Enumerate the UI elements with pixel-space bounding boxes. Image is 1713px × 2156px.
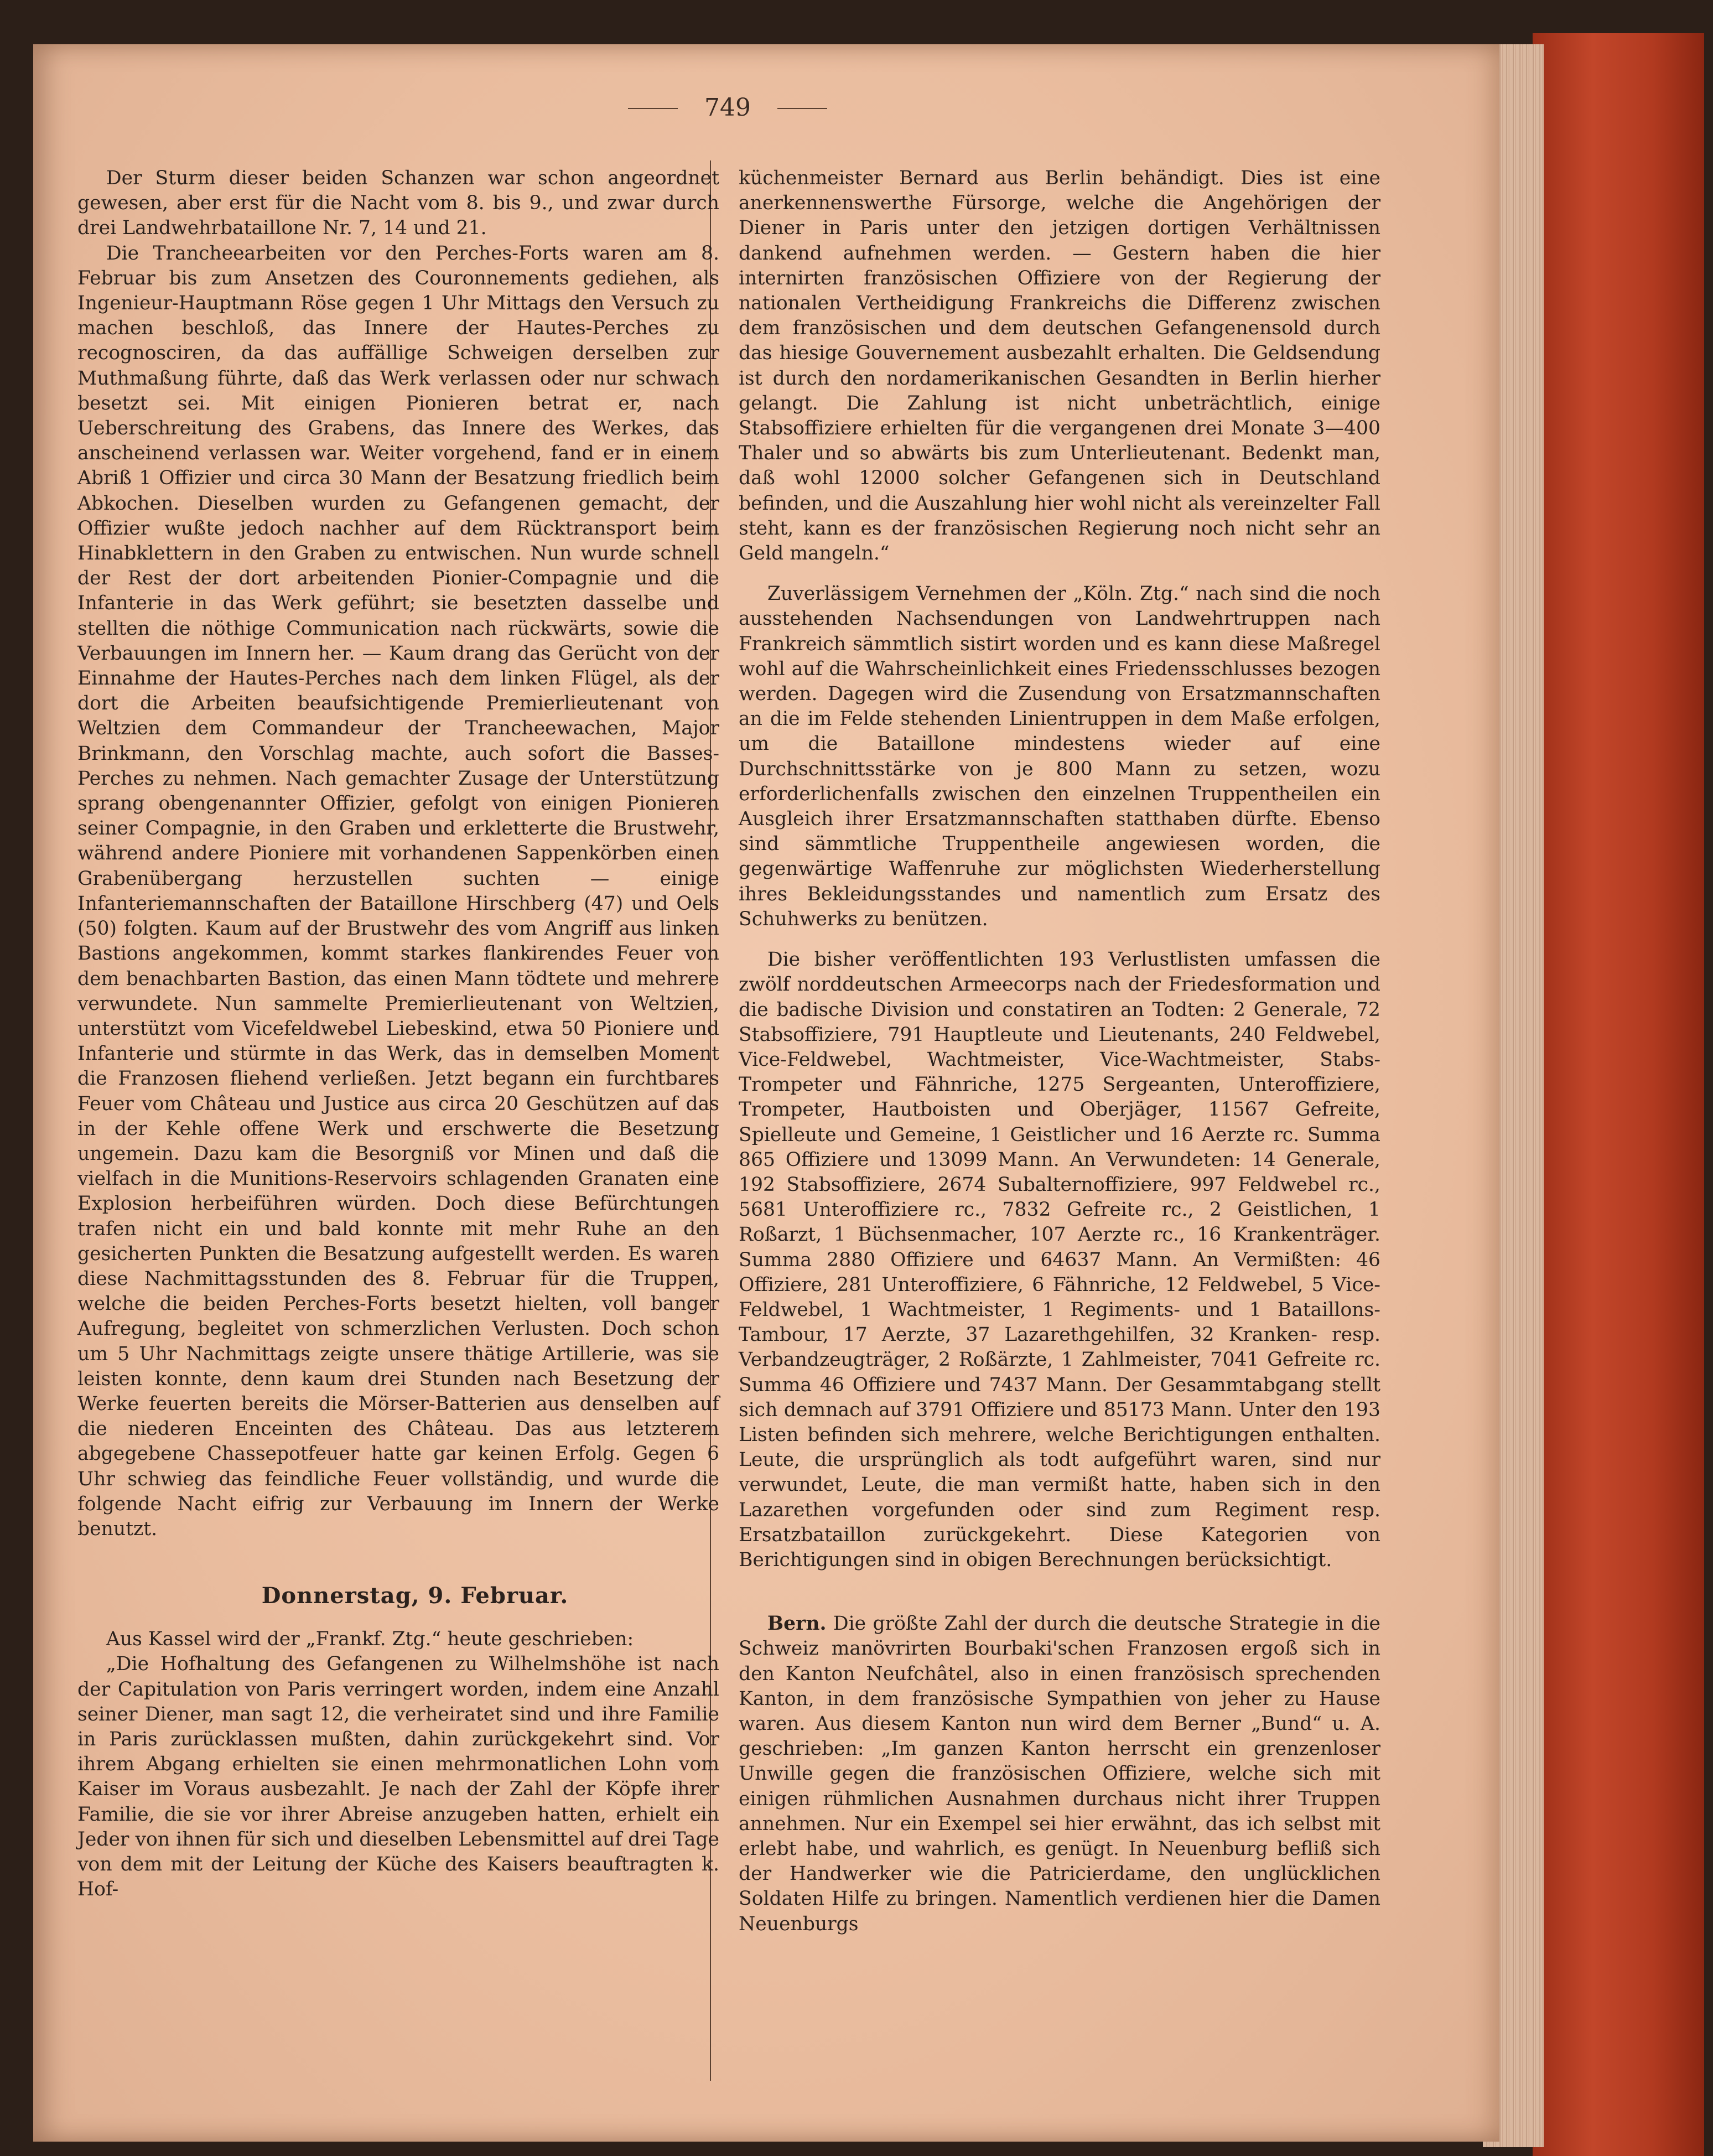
paragraph: küchenmeister Bernard aus Berlin behändigt. Dies ist eine anerkennenswerthe Fürsorge, welche die Angehörigen der Diener in Paris unter den jetzigen dortigen Verhältnissen dankend aufnehmen werden. — Gestern haben die hier internirten französischen Offiziere von der Regierung der nationalen Vertheidigung Frankreichs die Differenz zwischen dem französischen und dem deutschen Gefangenensold durch das hiesige Gouvernement ausbezahlt erhalten. Die Geldsendung ist durch den nordamerikanischen Gesandten in Berlin hierher gelangt. Die Zahlung ist nicht unbeträchtlich, einige Stabsoffiziere erhielten für die vergangenen drei Monate 3—400 Thaler und so abwärts bis zum Unterlieutenant. Bedenkt man, daß wohl 12000 solcher Gefangenen sich in Deutschland befinden, und die Auszahlung hier wohl nicht als vereinzelter Fall steht, kann es der französischen Regierung noch nicht sehr an Geld mangeln.“ — [739, 167, 1380, 565]
book-cover-edge — [1533, 33, 1704, 2156]
paragraph: Aus Kassel wird der „Frankf. Ztg.“ heute geschrieben: — [106, 1628, 634, 1651]
paragraph: Die bisher veröffentlichten 193 Verlustlisten umfassen die zwölf norddeutschen Armeecorps nach der Friedesformation und die badische Division und constatiren an Todten: 2 Generale, 72 Stabsoffiziere, 791 Hauptleute und Lieutenants, 240 Feldwebel, Vice-Feldwebel, Wachtmeister, Vice-Wachtmeister, Stabs-Trompeter und Fähnriche, 1275 Sergeanten, Unteroffiziere, Trompeter, Hautboisten und Oberjäger, 11567 Gefreite, Spielleute und Gemeine, 1 Geistlicher und 16 Aerzte rc. Summa 865 Offiziere und 13099 Mann. An Verwundeten: 14 Generale, 192 Stabsoffiziere, 2674 Subalternoffiziere, 997 Feldwebel rc., 5681 Unteroffiziere rc., 7832 Gefreite rc., 2 Geistlichen, 1 Roßarzt, 1 Büchsenmacher, 107 Aerzte rc., 16 Krankenträger. Summa 2880 Offiziere und 64637 Mann. An Vermißten: 46 Offiziere, 281 Unteroffiziere, 6 Fähnriche, 12 Feldwebel, 5 Vice-Feldwebel, 1 Wachtmeister, 1 Regiments- und 1 Bataillons-Tambour, 17 Aerzte, 37 Lazarethgehilfen, 32 Kranken- resp. Verbandzeugträger, 2 Roßärzte, 1 Zahlmeister, 7041 Gefreite rc. Summa 46 Offiziere und 7437 Mann. Der Gesammtabgang stellt sich demnach auf 3791 Offiziere und 85173 Mann. Unter den 193 Listen befinden sich mehrere, welche Berichtigungen enthalten. Leute, die ursprünglich als todt aufgeführt waren, sind nur verwundet, Leute, die man vermißt hatte, haben sich in den Lazarethen vorgefunden oder sind zum Regiment resp. Ersatzbataillon zurückgekehrt. Diese Kategorien von Berichtigungen sind in obigen Berechnungen berücksichtigt. — [739, 949, 1380, 1571]
section-heading: Donnerstag, 9. Februar. — [261, 1583, 569, 1609]
page-number: 749 — [611, 86, 844, 130]
paragraph: „Die Hofhaltung des Gefangenen zu Wilhelmshöhe ist nach der Capitulation von Paris verringert worden, indem eine Anzahl seiner Diener, man sagt 12, die verheiratet sind und ihre Familie in Paris zurücklassen mußten, dahin zurückgekehrt sind. Vor ihrem Abgang erhielten sie einen mehrmonatlichen Lohn vom Kaiser im Voraus ausbezahlt. Je nach der Zahl der Köpfe ihrer Familie, die sie vor ihrer Abreise anzugeben hatten, erhielt ein Jeder von ihnen für sich und dieselben Lebensmittel auf drei Tage von dem mit der Leitung der Küche des Kaisers beauftragten k. Hof- — [77, 1653, 719, 1901]
dateline: Bern. — [767, 1613, 827, 1635]
left-column — [77, 166, 719, 1902]
paragraph: Die Trancheearbeiten vor den Perches-Forts waren am 8. Februar bis zum Ansetzen des Couronnements gediehen, als Ingenieur-Hauptmann Röse gegen 1 Uhr Mittags den Versuch zu machen beschloß, das Innere der Hautes-Perches zu recognosciren, da das auffällige Schweigen derselben zur Muthmaßung führte, daß das Werk verlassen oder nur schwach besetzt sei. Mit einigen Pionieren betrat er, nach Ueberschreitung des Grabens, das Innere des Werkes, das anscheinend verlassen war. Weiter vorgehend, fand er in einem Abriß 1 Offizier und circa 30 Mann der Besatzung friedlich beim Abkochen. Dieselben wurden zu Gefangenen gemacht, der Offizier wußte jedoch nachher auf dem Rücktransport beim Hinabklettern in den Graben zu entwischen. Nun wurde schnell der Rest der dort arbeitenden Pionier-Compagnie und die Infanterie in das Werk geführt; sie besetzten dasselbe und stellten die nöthige Communication nach rückwärts, sowie die Verbauungen im Innern her. — Kaum drang das Gerücht von der Einnahme der Hautes-Perches nach dem linken Flügel, als der dort die Arbeiten beaufsichtigende Premierlieutenant von Weltzien dem Commandeur der Trancheewachen, Major Brinkmann, den Vorschlag machte, auch sofort die Basses-Perches zu nehmen. Nach gemachter Zusage der Unterstützung sprang obengenannter Offizier, gefolgt von einigen Pionieren seiner Compagnie, in den Graben und erkletterte die Brustwehr, während andere Pioniere mit vorhandenen Sappenkörben einen Grabenübergang herzustellen suchten — einige Infanteriemannschaften der Bataillone Hirschberg (47) und Oels (50) folgten. Kaum auf der Brustwehr des vom Angriff aus linken Bastions angekommen, kommt starkes flankirendes Feuer von dem benachbarten Bastion, das einen Mann tödtete und mehrere verwundete. Nun sammelte Premierlieutenant von Weltzien, unterstützt vom Vicefeldwebel Liebeskind, etwa 50 Pioniere und Infanterie und stürmte in das Werk, das in demselben Moment die Franzosen fliehend verließen. Jetzt begann ein furchtbares Feuer vom Château und Justice aus circa 20 Geschützen auf das in der Kehle offene Werk und erschwerte die Besetzung ungemein. Dazu kam die Besorgniß vor Minen und daß die vielfach in die Munitions-Reservoirs schlagenden Granaten eine Explosion herbeiführen würden. Doch diese Befürchtungen trafen nicht ein und bald konnte mit mehr Ruhe an den gesicherten Punkten die Besatzung aufgestellt werden. Es waren diese Nachmittagsstunden des 8. Februar für die Truppen, welche die beiden Perches-Forts besetzt hielten, voll banger Aufregung, begleitet von schmerzlichen Verlusten. Doch schon um 5 Uhr Nachmittags zeigte unsere thätige Artillerie, was sie leisten konnte, denn kaum drei Stunden nach Besetzung der Werke feuerten bereits die Mörser-Batterien aus denselben auf die niederen Enceinten des Château. Das aus letzterem abgegebene Chassepotfeuer hatte gar keinen Erfolg. Gegen 6 Uhr schwieg das feindliche Feuer vollständig, und wurde die folgende Nacht eifrig zur Verbauung im Innern der Werke benutzt. — [77, 242, 719, 1540]
right-column — [739, 166, 1380, 1937]
paragraph: Der Sturm dieser beiden Schanzen war schon angeordnet gewesen, aber erst für die Nacht vom 8. bis 9., und zwar durch drei Landwehrbataillone Nr. 7, 14 und 21. — [77, 167, 719, 240]
paragraph-text: Die größte Zahl der durch die deutsche Strategie in die Schweiz manövrirten Bourbaki'schen Franzosen ergoß sich in den Kanton Neufchâtel, also in einen französisch sprechenden Kanton, in dem französische Sympathien von jeher zu Hause waren. Aus diesem Kanton nun wird dem Berner „Bund“ u. A. geschrieben: „Im ganzen Kanton herrscht ein grenzenloser Unwille gegen die französischen Offiziere, welche sich mit einigen rühmlichen Ausnahmen durchaus nicht ihrer Truppen annehmen. Nur ein Exempel sei hier erwähnt, das ich selbst mit erlebt habe, und wahrlich, es genügt. In Neuenburg befliß sich der Handwerker wie die Patricierdame, den unglücklichen Soldaten Hilfe zu bringen. Namentlich verdienen hier die Damen Neuenburgs — [739, 1613, 1381, 1935]
paragraph: Zuverlässigem Vernehmen der „Köln. Ztg.“ nach sind die noch ausstehenden Nachsendungen von Landwehrtruppen nach Frankreich sämmtlich sistirt worden und es kann diese Maßregel wohl auf die Wahrscheinlichkeit eines Friedensschlusses bezogen werden. Dagegen wird die Zusendung von Ersatzmannschaften an die im Felde stehenden Linientruppen in dem Maße erfolgen, um die Bataillone mindestens wieder auf eine Durchschnittsstärke von je 800 Mann zu setzen, wozu erforderlichenfalls zwischen den einzelnen Truppentheilen ein Ausgleich ihrer Ersatzmannschaften statthaben dürfte. Ebenso sind sämmtliche Truppentheile angewiesen worden, die gegenwärtige Waffenruhe zur möglichsten Wiederherstellung ihres Bekleidungsstandes und namentlich zum Ersatz des Schuhwerks zu benützen. — [739, 583, 1380, 930]
paragraph — [739, 1611, 1380, 1937]
